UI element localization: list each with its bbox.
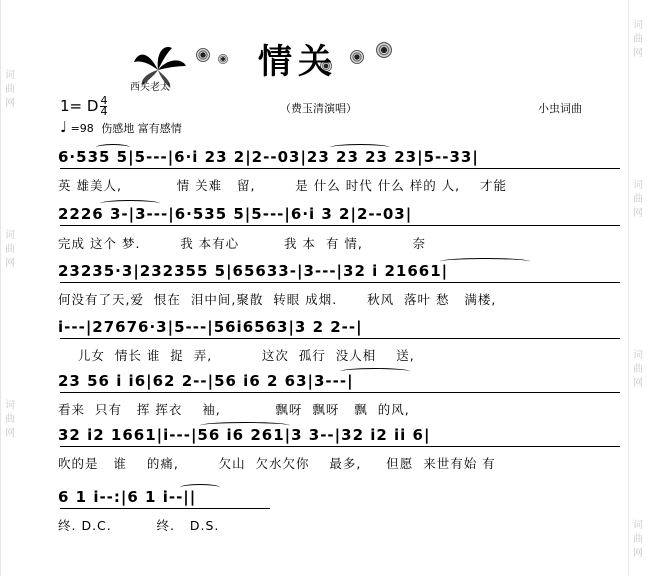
key-signature bbox=[60, 96, 107, 117]
flower-icon bbox=[196, 48, 210, 62]
quarter-note-icon: ♩ bbox=[60, 118, 68, 136]
beam-underline bbox=[60, 392, 620, 393]
watermark-right bbox=[628, 0, 651, 576]
lyric-line-7: 终. D.C. 终. D.S. bbox=[58, 518, 220, 533]
watermark-char: 网 bbox=[633, 208, 643, 219]
watermark-char: 词 bbox=[5, 70, 15, 81]
beam-underline bbox=[60, 168, 620, 169]
watermark-char: 网 bbox=[633, 48, 643, 59]
lyric-line-3: 何没有了天,爱 恨在 泪中间,聚散 转眼 成烟. 秋风 落叶 愁 满楼, bbox=[58, 292, 497, 307]
time-bottom: 4 bbox=[100, 105, 108, 118]
watermark-char: 词 bbox=[633, 520, 643, 531]
slur bbox=[180, 484, 220, 491]
key-label: 1= D bbox=[60, 97, 99, 115]
watermark-char: 曲 bbox=[5, 84, 15, 95]
score-line-3: 23235·3|232355 5|65633-|3---|32 i 21661| bbox=[58, 262, 449, 280]
slur bbox=[330, 144, 390, 151]
time-top: 4 bbox=[100, 94, 108, 107]
lyric-line-2: 完成 这个 梦. 我 本有心 我 本 有 情, 奈 bbox=[58, 236, 427, 251]
watermark-char: 词 bbox=[5, 230, 15, 241]
score-line-7: 6 1 i--:|6 1 i--|| bbox=[58, 488, 197, 506]
watermark-char: 曲 bbox=[5, 414, 15, 425]
watermark-char: 网 bbox=[5, 428, 15, 439]
score-line-6: 32 i2 1661|i---|56 i6 261|3 3--|32 i2 ii 6| bbox=[58, 426, 431, 444]
slur bbox=[200, 422, 290, 429]
tempo-value: =98 bbox=[70, 122, 94, 135]
slur bbox=[340, 368, 410, 375]
watermark-char: 词 bbox=[633, 20, 643, 31]
score-line-1: 6·535 5|5---|6·i 23 2|2--03|23 23 23 23|5--33| bbox=[58, 148, 479, 166]
watermark-char: 网 bbox=[633, 548, 643, 559]
time-signature bbox=[100, 96, 107, 117]
tempo-marking bbox=[60, 118, 182, 136]
watermark-char: 网 bbox=[633, 378, 643, 389]
lyric-line-6: 吹的是 谁 的痛, 欠山 欠水欠你 最多, 但愿 来世有始 有 bbox=[58, 456, 496, 471]
beam-underline bbox=[60, 508, 270, 509]
beam-underline bbox=[60, 225, 620, 226]
song-title: 情关 bbox=[258, 42, 338, 82]
flower-icon bbox=[376, 42, 392, 58]
singer-credit: （费玉清演唱） bbox=[280, 102, 357, 115]
watermark-left bbox=[0, 0, 23, 576]
watermark-char: 曲 bbox=[5, 244, 15, 255]
watermark-char: 曲 bbox=[633, 194, 643, 205]
slur bbox=[100, 200, 160, 207]
flower-icon bbox=[350, 50, 364, 64]
beam-underline bbox=[60, 446, 620, 447]
lyric-line-5: 看来 只有 挥 挥衣 袖, 飘呀 飘呀 飘 的风, bbox=[58, 402, 410, 417]
lyric-line-1: 英 雄美人, 情 关难 留, 是 什么 时代 什么 样的 人, 才能 bbox=[58, 178, 508, 193]
watermark-char: 曲 bbox=[633, 34, 643, 45]
slur bbox=[96, 144, 130, 151]
score-line-5: 23 56 i i6|62 2--|56 i6 2 63|3---| bbox=[58, 372, 354, 390]
slur bbox=[440, 258, 530, 265]
watermark-char: 词 bbox=[633, 350, 643, 361]
watermark-char: 网 bbox=[5, 258, 15, 269]
watermark-char: 曲 bbox=[633, 364, 643, 375]
beam-underline bbox=[60, 338, 620, 339]
expression-text: 伤感地 富有感情 bbox=[101, 122, 182, 135]
score-line-4: i---|27676·3|5---|56i6563|3 2 2--| bbox=[58, 318, 363, 336]
beam-underline bbox=[60, 282, 620, 283]
logo-text: 西关老太 bbox=[130, 82, 170, 93]
watermark-char: 词 bbox=[5, 400, 15, 411]
composer-credit: 小虫词曲 bbox=[538, 102, 582, 115]
watermark-char: 词 bbox=[633, 180, 643, 191]
score-line-2: 2226 3-|3---|6·535 5|5---|6·i 3 2|2--03| bbox=[58, 205, 413, 223]
flower-icon bbox=[218, 54, 228, 64]
watermark-char: 网 bbox=[5, 98, 15, 109]
watermark-char: 曲 bbox=[633, 534, 643, 545]
lyric-line-4: 儿女 情长 谁 捉 弄, 这次 孤行 没人相 送, bbox=[58, 348, 415, 363]
